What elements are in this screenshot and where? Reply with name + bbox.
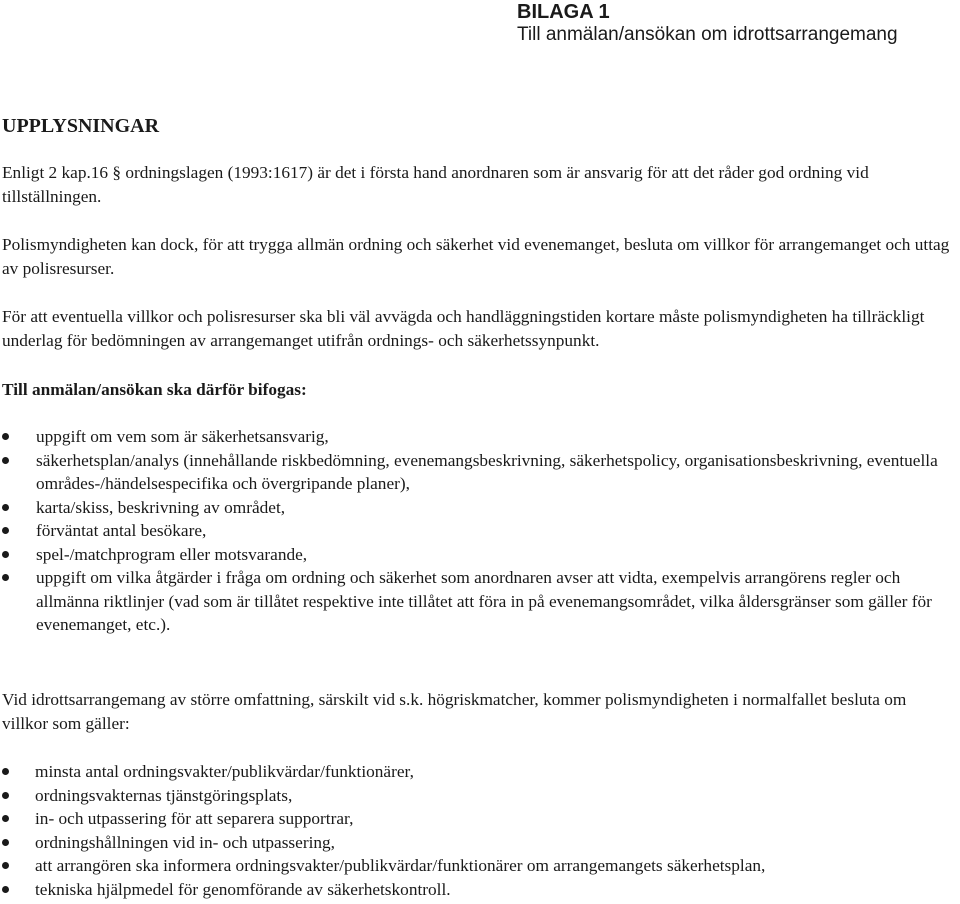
list-item xyxy=(0,831,950,855)
bullet-icon xyxy=(2,815,9,822)
list-item-text: spel-/matchprogram eller motsvarande, xyxy=(36,544,308,564)
list-item-text: minsta antal ordningsvakter/publikvärdar/funktionärer, xyxy=(35,762,414,781)
section-heading: UPPLYSNINGAR xyxy=(2,115,160,137)
list-item xyxy=(0,807,950,831)
document-header xyxy=(517,0,898,46)
list-item xyxy=(0,878,950,902)
bullet-icon xyxy=(2,862,9,869)
list-item xyxy=(0,854,950,878)
attachments-heading: Till anmälan/ansökan ska därför bifogas: xyxy=(2,380,307,399)
list-item xyxy=(0,784,950,808)
list-item xyxy=(0,449,950,496)
attachment-subtitle: Till anmälan/ansökan om idrottsarrangemang xyxy=(517,24,898,45)
bullet-icon xyxy=(2,457,9,464)
list-item-text: ordningshållningen vid in- och utpassering, xyxy=(35,832,335,852)
list-item xyxy=(0,760,950,784)
bullet-icon xyxy=(2,504,9,511)
paragraph-responsibility: Enligt 2 kap.16 § ordningslagen (1993:1617) är det i första hand anordnaren som är ansvarig för att det råder god ordning vid tillställningen. xyxy=(2,163,869,206)
paragraph-police-conditions: Polismyndigheten kan dock, för att trygga allmän ordning och säkerhet vid evenemanget, besluta om villkor för arrangemanget och uttag av polisresurser. xyxy=(2,235,950,278)
list-item xyxy=(0,566,950,637)
list-item-text: tekniska hjälpmedel för genomförande av säkerhetskontroll. xyxy=(35,879,451,899)
list-item xyxy=(0,543,950,567)
attachment-title: BILAGA 1 xyxy=(517,1,610,23)
list-item xyxy=(0,425,950,449)
list-item-text: karta/skiss, beskrivning av området, xyxy=(36,497,286,517)
paragraph-high-risk-matches: Vid idrottsarrangemang av större omfattning, särskilt vid s.k. högriskmatcher, kommer polismyndigheten i normalfallet besluta om villkor som gäller: xyxy=(2,690,907,733)
bullet-icon xyxy=(2,886,9,893)
bullet-icon xyxy=(2,574,9,581)
list-item-text: säkerhetsplan/analys (innehållande riskbedömning, evenemangsbeskrivning, säkerhetspolicy, organisationsbeskrivning, eventuella områdes-/händelsespecifika och övergripande planer), xyxy=(36,450,938,493)
list-item-text: ordningsvakternas tjänstgöringsplats, xyxy=(35,785,293,805)
bullet-icon xyxy=(2,527,9,534)
bullet-icon xyxy=(2,433,9,440)
list-item xyxy=(0,519,950,543)
list-item xyxy=(0,496,950,520)
bullet-icon xyxy=(2,768,9,775)
bullet-icon xyxy=(2,551,9,558)
bullet-icon xyxy=(2,839,9,846)
conditions-list xyxy=(0,760,950,901)
list-item-text: in- och utpassering för att separera supportrar, xyxy=(35,809,354,828)
paragraph-documentation: För att eventuella villkor och polisresurser ska bli väl avvägda och handläggningstiden kortare måste polismyndigheten ha tillräckligt underlag för bedömningen av arrangemanget utifrån ordnings- och säkerhetssynpunkt. xyxy=(2,307,925,350)
list-item-text: förväntat antal besökare, xyxy=(36,521,207,540)
list-item-text: uppgift om vilka åtgärder i fråga om ordning och säkerhet som anordnaren avser att vidta, exempelvis arrangörens regler och allmänna riktlinjer (vad som är tillåtet respektive inte tillåtet att föra in på evenemangsområdet, vilka åldersgränser som gäller för evenemanget, etc.). xyxy=(36,568,932,634)
bullet-icon xyxy=(2,792,9,799)
list-item-text: uppgift om vem som är säkerhetsansvarig, xyxy=(36,427,329,446)
attachments-list xyxy=(0,425,950,637)
list-item-text: att arrangören ska informera ordningsvakter/publikvärdar/funktionärer om arrangemangets säkerhetsplan, xyxy=(35,856,766,875)
